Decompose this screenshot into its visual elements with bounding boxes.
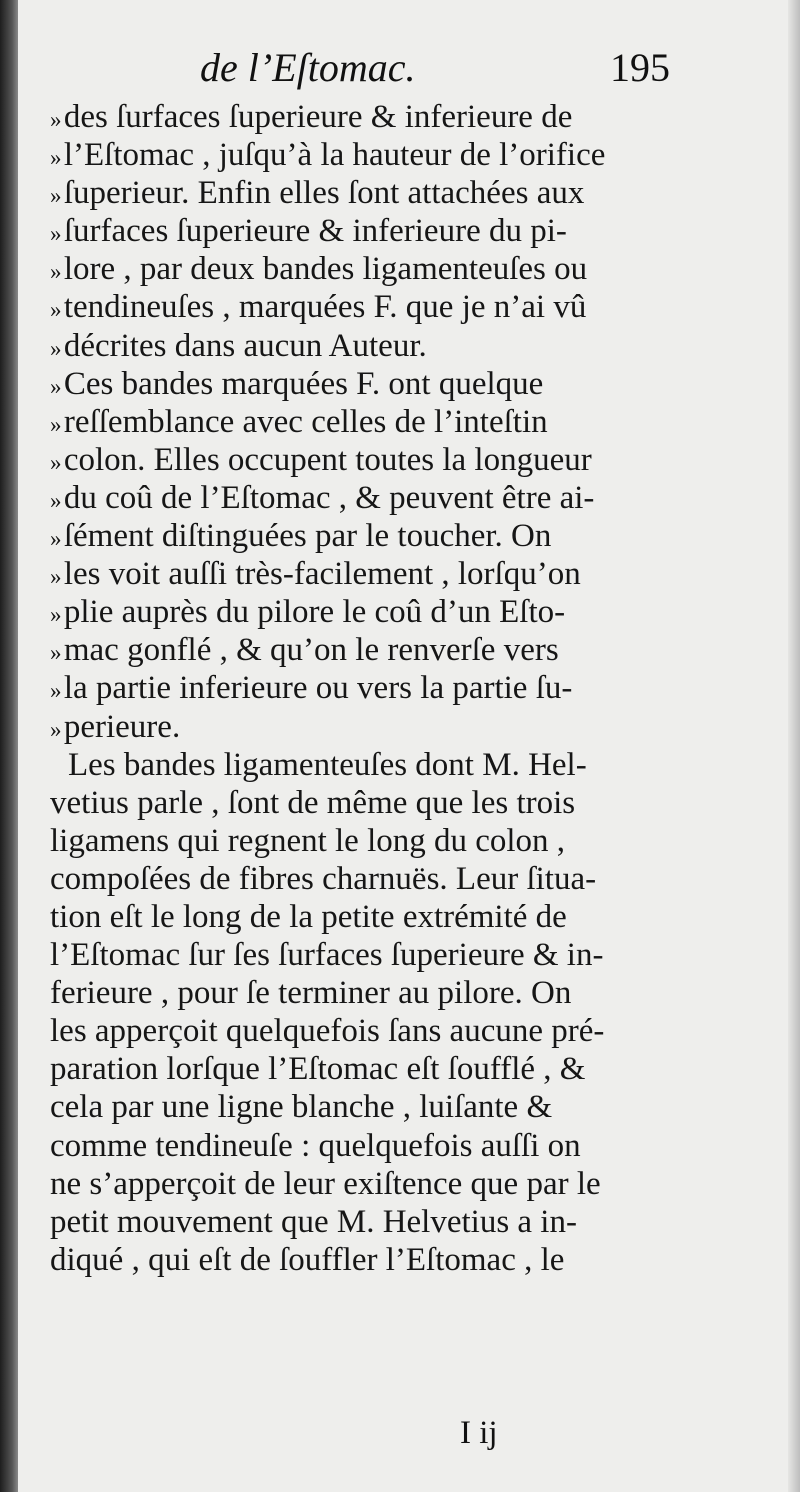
text-line	[50, 1127, 670, 1165]
line-text: ſuperieur. Enfin elles ſont attachées aux	[63, 175, 585, 212]
line-text: vetius parle , ſont de même que les trois	[50, 784, 576, 821]
line-text: compoſées de fibres charnuës. Leur ſitua-	[50, 860, 597, 897]
text-line	[50, 1165, 670, 1203]
running-head: de l’Eſtomac.	[200, 45, 416, 90]
line-text: reſſemblance avec celles de l’inteſtin	[63, 403, 548, 440]
quote-mark: »	[50, 410, 62, 437]
line-text: perieure.	[63, 708, 181, 745]
line-text: lore , par deux bandes ligamenteuſes ou	[63, 251, 588, 288]
line-text: des ſurfaces ſuperieure & inferieure de	[63, 99, 573, 135]
line-text: tion eſt le long de la petite extrémité de	[50, 898, 567, 935]
quote-mark: »	[50, 448, 62, 475]
text-line	[50, 631, 670, 669]
quote-mark: »	[50, 106, 62, 132]
line-text: l’Eſtomac ſur ſes ſurfaces ſuperieure & in-	[50, 937, 604, 974]
text-line	[50, 403, 670, 441]
text-line	[50, 784, 670, 822]
text-line	[50, 365, 670, 403]
text-line	[50, 136, 670, 174]
signature-mark: I ij	[460, 1415, 498, 1451]
page-number: 195	[610, 45, 670, 90]
text-line	[50, 1203, 670, 1241]
text-line	[50, 517, 670, 555]
quote-mark: »	[50, 677, 62, 704]
line-text: paration lorſque l’Eſtomac eſt ſoufflé , &	[50, 1051, 586, 1088]
line-text: cela par une ligne blanche , luiſante &	[50, 1089, 553, 1126]
binding-shadow	[0, 0, 20, 1492]
line-text: décrites dans aucun Auteur.	[63, 327, 427, 364]
text-line	[50, 98, 670, 136]
line-text: ne s’apperçoit de leur exiſtence que par le	[50, 1165, 601, 1202]
quote-mark: »	[50, 334, 62, 361]
page-header	[50, 44, 670, 100]
line-text: Les bandes ligamenteuſes dont M. Hel-	[68, 746, 587, 783]
quote-mark: »	[50, 525, 62, 552]
text-line	[50, 212, 670, 250]
text-line	[50, 250, 670, 288]
text-line	[50, 669, 670, 707]
body-text	[50, 98, 670, 1279]
quote-mark: »	[50, 639, 62, 666]
text-line	[50, 898, 670, 936]
text-line	[50, 974, 670, 1012]
line-text: plie auprès du pilore le coû d’un Eſto-	[63, 594, 566, 631]
quote-mark: »	[50, 258, 62, 285]
line-text: ſurfaces ſuperieure & inferieure du pi-	[63, 213, 567, 250]
text-line	[50, 1012, 670, 1050]
text-line	[50, 441, 670, 479]
page-edge	[788, 0, 800, 1492]
text-line	[50, 174, 670, 212]
quote-mark: »	[50, 182, 62, 209]
line-text: Ces bandes marquées F. ont quelque	[63, 365, 544, 402]
text-line	[50, 708, 670, 746]
text-line	[50, 555, 670, 593]
text-line	[50, 936, 670, 974]
text-line	[50, 288, 670, 326]
quote-mark: »	[50, 296, 62, 323]
line-text: ligamens qui regnent le long du colon ,	[50, 822, 566, 859]
quote-mark: »	[50, 144, 62, 171]
text-line	[50, 860, 670, 898]
line-text: l’Eſtomac , juſqu’à la hauteur de l’orifice	[63, 137, 606, 174]
quote-mark: »	[50, 220, 62, 247]
text-line	[50, 1088, 670, 1126]
line-text: tendineuſes , marquées F. que je n’ai vû	[63, 289, 587, 326]
text-line	[50, 327, 670, 365]
quote-mark: »	[50, 715, 62, 742]
quote-mark: »	[50, 563, 62, 590]
line-text: comme tendineuſe : quelquefois auſſi on	[50, 1127, 581, 1164]
line-text: mac gonflé , & qu’on le renverſe vers	[63, 632, 559, 669]
line-text: les apperçoit quelquefois ſans aucune pré-	[50, 1013, 605, 1050]
line-text: la partie inferieure ou vers la partie ſu-	[63, 670, 573, 707]
line-text: du coû de l’Eſtomac , & peuvent être ai-	[63, 479, 595, 516]
quote-mark: »	[50, 601, 62, 628]
line-text: petit mouvement que M. Helvetius a in-	[50, 1203, 577, 1240]
text-line	[50, 822, 670, 860]
line-text: ſément diſtinguées par le toucher. On	[63, 518, 552, 555]
text-line	[50, 1050, 670, 1088]
line-text: les voit auſſi très-facilement , lorſqu’on	[63, 556, 581, 593]
text-line	[50, 593, 670, 631]
quote-mark: »	[50, 372, 62, 399]
line-text: colon. Elles occupent toutes la longueur	[63, 441, 592, 478]
line-text: ferieure , pour ſe terminer au pilore. On	[50, 975, 572, 1012]
text-line	[50, 746, 670, 784]
quote-mark: »	[50, 486, 62, 513]
text-line	[50, 1241, 670, 1279]
line-text: diqué , qui eſt de ſouffler l’Eſtomac , le	[50, 1241, 565, 1278]
text-line	[50, 479, 670, 517]
